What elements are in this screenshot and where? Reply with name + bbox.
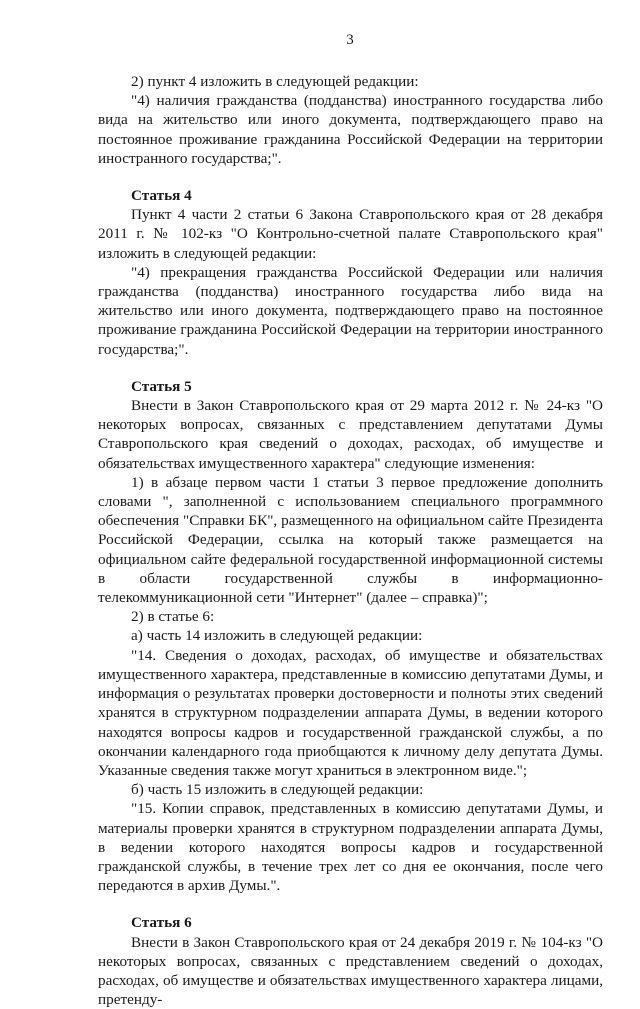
paragraph: 2) в статье 6: [131, 608, 215, 626]
paragraph: Пункт 4 части 2 статьи 6 Закона Ставропольского края от 28 декабря 2011 г. № 102-кз "О Контрольно-счетной палате Ставропольского края" изложить в следующей редакции: [98, 206, 603, 262]
section-article-6 [98, 913, 603, 1009]
paragraph: "14. Сведения о доходах, расходах, об имуществе и обязательствах имущественного характера, представленные в комиссию депутатами Думы, и информация о результатах проверки достоверности и полноты этих сведений хранятся в структурном подразделении аппарата Думы, в ведении которого находятся вопросы кадров и государственной гражданской службы, а по окончании календарного года приобщаются к личному делу депутата Думы. Указанные сведения также могут храниться в электронном виде."; [98, 646, 603, 779]
article-heading: Статья 4 [131, 187, 192, 205]
paragraph: Внести в Закон Ставропольского края от 24 декабря 2019 г. № 104-кз "О некоторых вопросах, связанных с представлением сведений о доходах, расходах, об имуществе и обязательствах имущественного характера лицами, претенду- [98, 933, 603, 1009]
paragraph: 1) в абзаце первом части 1 статьи 3 первое предложение дополнить словами ", заполненной с использованием специального программного обеспечения "Справки БК", размещенного на официальном сайте Президента Российской Федерации, ссылка на который также размещается на официальном сайте федеральной государственной информационной системы в области государственной службы в информационно-телекоммуникационной сети "Интернет" (далее – справка)"; [98, 473, 603, 607]
paragraph: б) часть 15 изложить в следующей редакции: [131, 781, 424, 799]
section-intro [98, 72, 603, 168]
section-article-4 [98, 186, 603, 359]
paragraph: "15. Копии справок, представленных в комиссию депутатами Думы, и материалы проверки хранятся в структурном подразделении аппарата Думы, в ведении которого находятся вопросы кадров и государственной гражданской службы, в течение трех лет со дня ее окончания, после чего передаются в архив Думы.". [98, 800, 603, 895]
paragraph: Внести в Закон Ставропольского края от 29 марта 2012 г. № 24-кз "О некоторых вопросах, связанных с представлением депутатами Думы Ставропольского края сведений о доходах, расходах, об имуществе и обязательствах имущественного характера" следующие изменения: [98, 397, 603, 472]
document-body [98, 72, 603, 1009]
paragraph: 2) пункт 4 изложить в следующей редакции: [131, 73, 419, 90]
paragraph: а) часть 14 изложить в следующей редакции: [131, 627, 423, 645]
section-article-5 [98, 377, 603, 895]
article-heading: Статья 5 [131, 377, 192, 395]
article-heading: Статья 6 [131, 914, 192, 932]
page-number: 3 [346, 32, 354, 48]
paragraph: "4) прекращения гражданства Российской Федерации или наличия гражданства (подданства) иностранного государства либо вида на жительство или иного документа, подтверждающего право на постоянное проживание гражданина Российской Федерации на территории иностранного государства;". [98, 263, 603, 358]
paragraph: "4) наличия гражданства (подданства) иностранного государства либо вида на жительство или иного документа, подтверждающего право на постоянное проживание гражданина Российской Федерации на территории иностранного государства;". [98, 92, 603, 167]
